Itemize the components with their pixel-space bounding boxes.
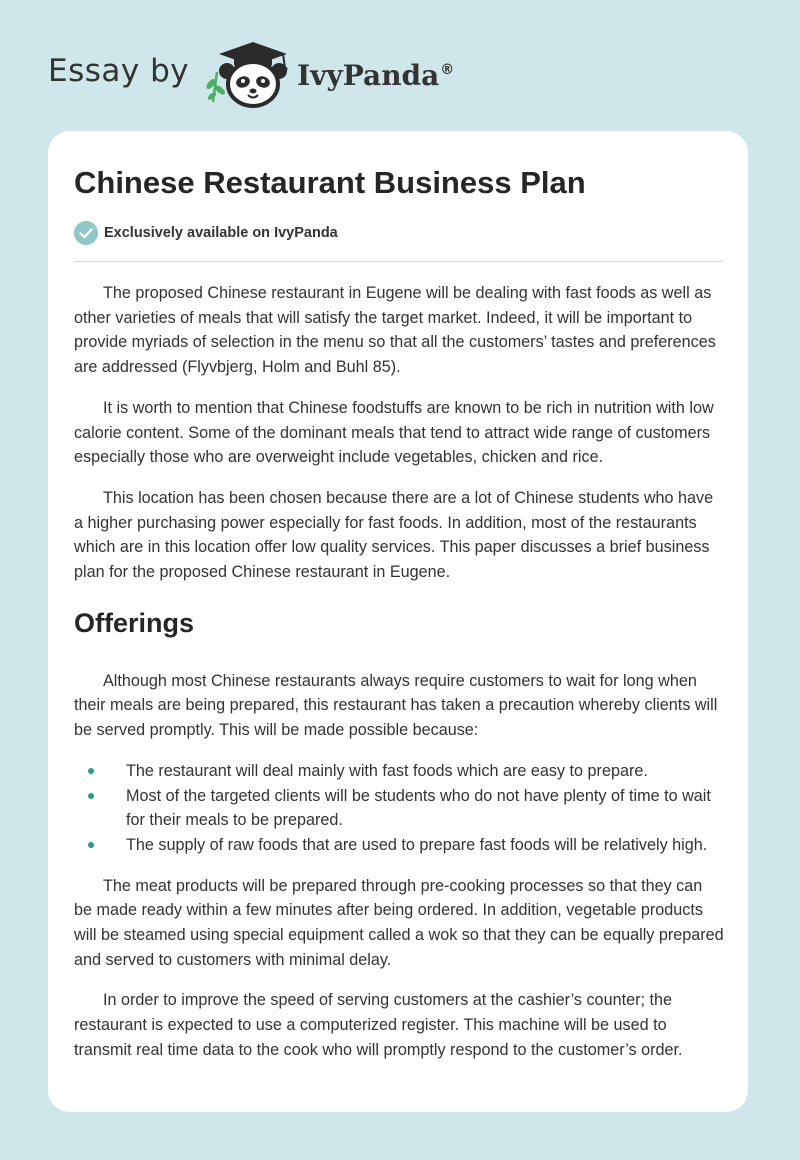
list-item	[74, 833, 724, 858]
exclusive-badge	[74, 221, 338, 245]
panda-graduate-icon	[203, 38, 293, 110]
list-item	[74, 784, 724, 833]
exclusive-text: Exclusively available on IvyPanda	[104, 225, 338, 241]
brand-header	[48, 38, 454, 110]
essay-body	[74, 281, 724, 1079]
page-title: Chinese Restaurant Business Plan	[74, 165, 586, 200]
section-heading: Offerings	[74, 607, 195, 638]
list-item-text: Most of the targeted clients will be students who do not have plenty of time to wait for their meals to be prepared.	[126, 786, 711, 830]
essay-card	[48, 131, 748, 1112]
paragraph: Although most Chinese restaurants always require customers to wait for long when their meals are being prepared, this restaurant has taken a precaution whereby clients will be served promptly. This will be made possible because:	[74, 671, 718, 740]
bullet-dot-icon	[88, 768, 94, 774]
paragraph: This location has been chosen because there are a lot of Chinese students who have a higher purchasing power especially for fast foods. In addition, most of the restaurants which are in this location offer low quality services. This paper discusses a brief business plan for the proposed Chinese restaurant in Eugene.	[74, 488, 714, 582]
bullet-list	[74, 759, 724, 858]
paragraph: In order to improve the speed of serving customers at the cashier’s counter; the restaurant is expected to use a computerized register. This machine will be used to transmit real time data to the cook who will promptly respond to the customer’s order.	[74, 991, 683, 1059]
bullet-dot-icon	[88, 793, 94, 799]
list-item-text: The restaurant will deal mainly with fast foods which are easy to prepare.	[126, 761, 648, 780]
brand-name	[297, 59, 454, 92]
paragraph: The proposed Chinese restaurant in Eugene will be dealing with fast foods as well as other varieties of meals that will satisfy the target market. Indeed, it will be important to provide myriads of selection in the menu so that all the customers’ tastes and preferences are addressed (Flyvbjerg, Holm and Buhl 85).	[74, 284, 716, 377]
list-item	[74, 759, 724, 784]
brand-prefix: Essay by	[48, 53, 190, 89]
brand-name-text: IvyPanda	[297, 58, 440, 92]
list-item-text: The supply of raw foods that are used to prepare fast foods will be relatively high.	[126, 835, 708, 854]
title-divider	[74, 261, 722, 262]
paragraph: The meat products will be prepared through pre-cooking processes so that they can be made ready within a few minutes after being ordered. In addition, vegetable products will be steamed using special equipment called a wok so that they can be equally prepared and served to customers with minimal delay.	[74, 876, 724, 969]
check-circle-icon	[74, 221, 98, 245]
bullet-dot-icon	[88, 842, 94, 848]
paragraph: It is worth to mention that Chinese foodstuffs are known to be rich in nutrition with low calorie content. Some of the dominant meals that tend to attract wide range of customers especially those who are overweight include vegetables, chicken and rice.	[74, 398, 714, 467]
registered-mark: ®	[440, 62, 455, 79]
